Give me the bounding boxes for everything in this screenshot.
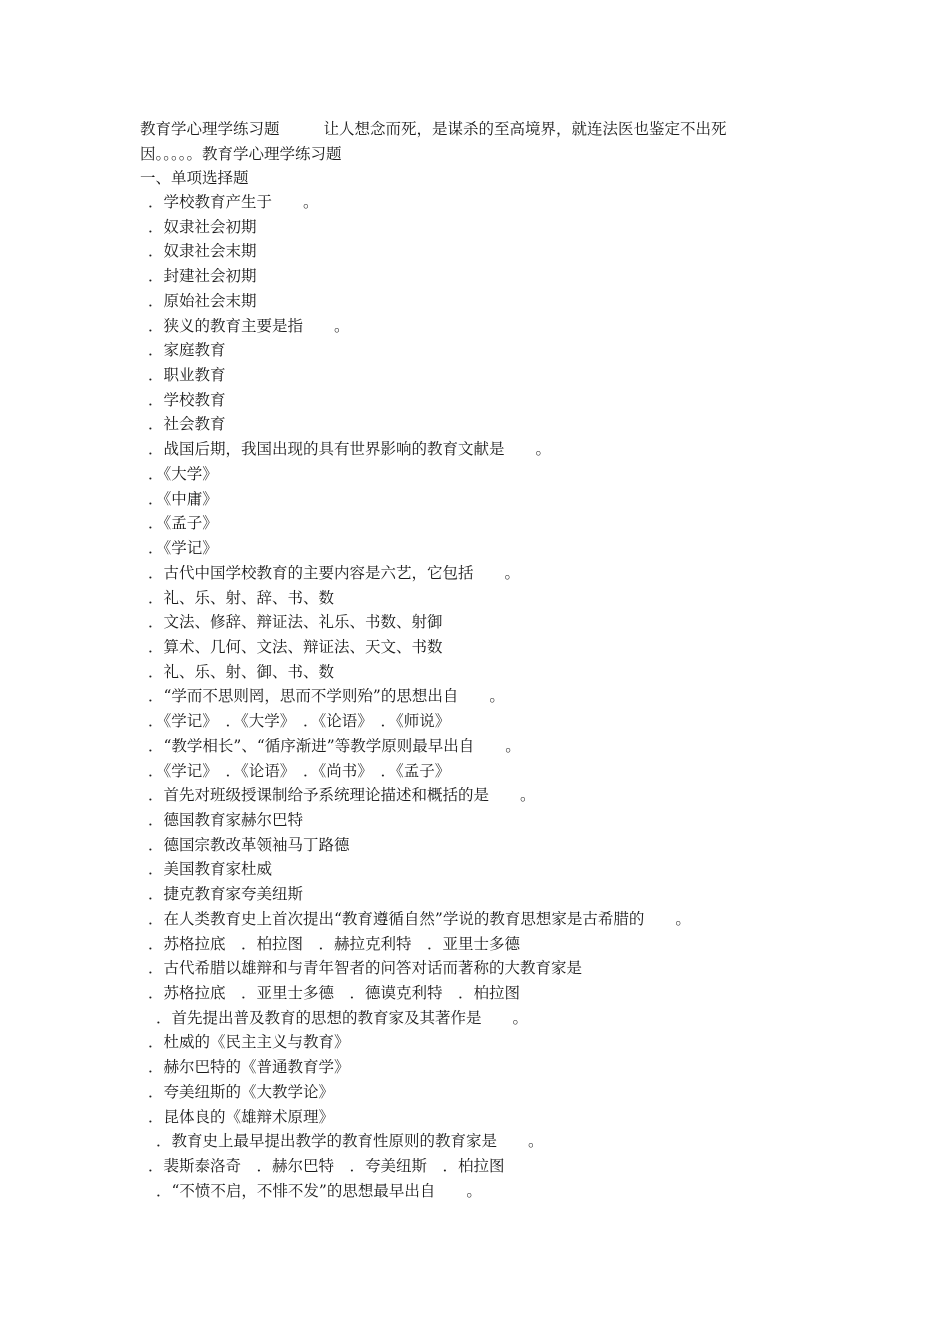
question-line: ．《大学》 xyxy=(148,464,218,483)
question-line: ．“教学相长”、“循序渐进”等教学原则最早出自 。 xyxy=(148,736,521,755)
question-line: ．首先对班级授课制给予系统理论描述和概括的是 。 xyxy=(148,786,536,805)
question-line: ．礼、乐、射、辞、书、数 xyxy=(148,588,335,607)
question-line: ．裴斯泰洛奇 ．赫尔巴特 ．夸美纽斯 ．柏拉图 xyxy=(148,1157,505,1176)
question-line: ．昆体良的《雄辩术原理》 xyxy=(148,1107,335,1126)
question-line: ．苏格拉底 ．亚里士多德 ．德谟克利特 ．柏拉图 xyxy=(148,984,521,1002)
question-line: ．战国后期，我国出现的具有世界影响的教育文献是 。 xyxy=(148,440,552,459)
question-line: ．捷克教育家夸美纽斯 xyxy=(148,885,304,904)
question-line: ．“学而不思则罔，思而不学则殆”的思想出自 。 xyxy=(148,687,505,706)
question-line: ．《孟子》 xyxy=(148,514,218,533)
question-line: ．奴隶社会末期 xyxy=(148,242,257,261)
question-line: ．赫尔巴特的《普通教育学》 xyxy=(148,1058,350,1077)
question-line: ．杜威的《民主主义与教育》 xyxy=(148,1033,350,1052)
question-line: ．德国教育家赫尔巴特 xyxy=(148,810,304,829)
question-line: ．首先提出普及教育的思想的教育家及其著作是 。 xyxy=(156,1008,529,1027)
question-line: ．原始社会末期 xyxy=(148,291,257,310)
question-line: ．《学记》 ．《大学》 ．《论语》 ．《师说》 xyxy=(148,712,451,731)
question-line: ．家庭教育 xyxy=(148,341,226,360)
question-line: ．社会教育 xyxy=(148,415,226,434)
question-line: ．在人类教育史上首次提出“教育遵循自然”学说的教育思想家是古希腊的 。 xyxy=(148,909,691,928)
question-line: ．职业教育 xyxy=(148,366,226,385)
document-header xyxy=(140,117,820,166)
header-title: 教育学心理学练习题 xyxy=(140,120,280,138)
question-line: ．文法、修辞、辩证法、礼乐、书数、射御 xyxy=(148,613,443,632)
question-line: ．苏格拉底 ．柏拉图 ．赫拉克利特 ．亚里士多德 xyxy=(148,934,521,953)
question-line: ．教育史上最早提出教学的教育性原则的教育家是 。 xyxy=(156,1132,544,1151)
question-line: ．《学记》 xyxy=(148,539,218,558)
question-line: ．“不愤不启，不悱不发”的思想最早出自 。 xyxy=(156,1181,482,1200)
question-line: ．礼、乐、射、御、书、数 xyxy=(148,662,335,681)
question-line: ．学校教育 xyxy=(148,390,226,409)
question-line: ．古代中国学校教育的主要内容是六艺，它包括 。 xyxy=(148,563,521,582)
question-line: ．《学记》 ．《论语》 ．《尚书》 ．《孟子》 xyxy=(148,761,451,780)
question-line: ．古代希腊以雄辩和与青年智者的问答对话而著称的大教育家是 xyxy=(148,959,583,978)
question-line: ．算术、几何、文法、辩证法、天文、书数 xyxy=(148,637,443,656)
question-line: ．德国宗教改革领袖马丁路德 xyxy=(148,835,350,854)
question-line: ．封建社会初期 xyxy=(148,267,257,286)
question-line: ．狭义的教育主要是指 。 xyxy=(148,316,350,335)
question-line: ．学校教育产生于 。 xyxy=(148,193,319,211)
question-list xyxy=(148,190,691,1203)
header-line-2: 因。。。。。教育学心理学练习题 xyxy=(140,144,342,163)
header-text: 让人想念而死，是谋杀的至高境界，就连法医也鉴定不出死 xyxy=(323,120,727,138)
question-line: ．美国教育家杜威 xyxy=(148,860,273,879)
section-title: 一、单项选择题 xyxy=(140,169,249,187)
question-line: ．夸美纽斯的《大教学论》 xyxy=(148,1082,335,1101)
question-line: ．《中庸》 xyxy=(148,489,218,508)
question-line: ．奴隶社会初期 xyxy=(148,217,257,236)
